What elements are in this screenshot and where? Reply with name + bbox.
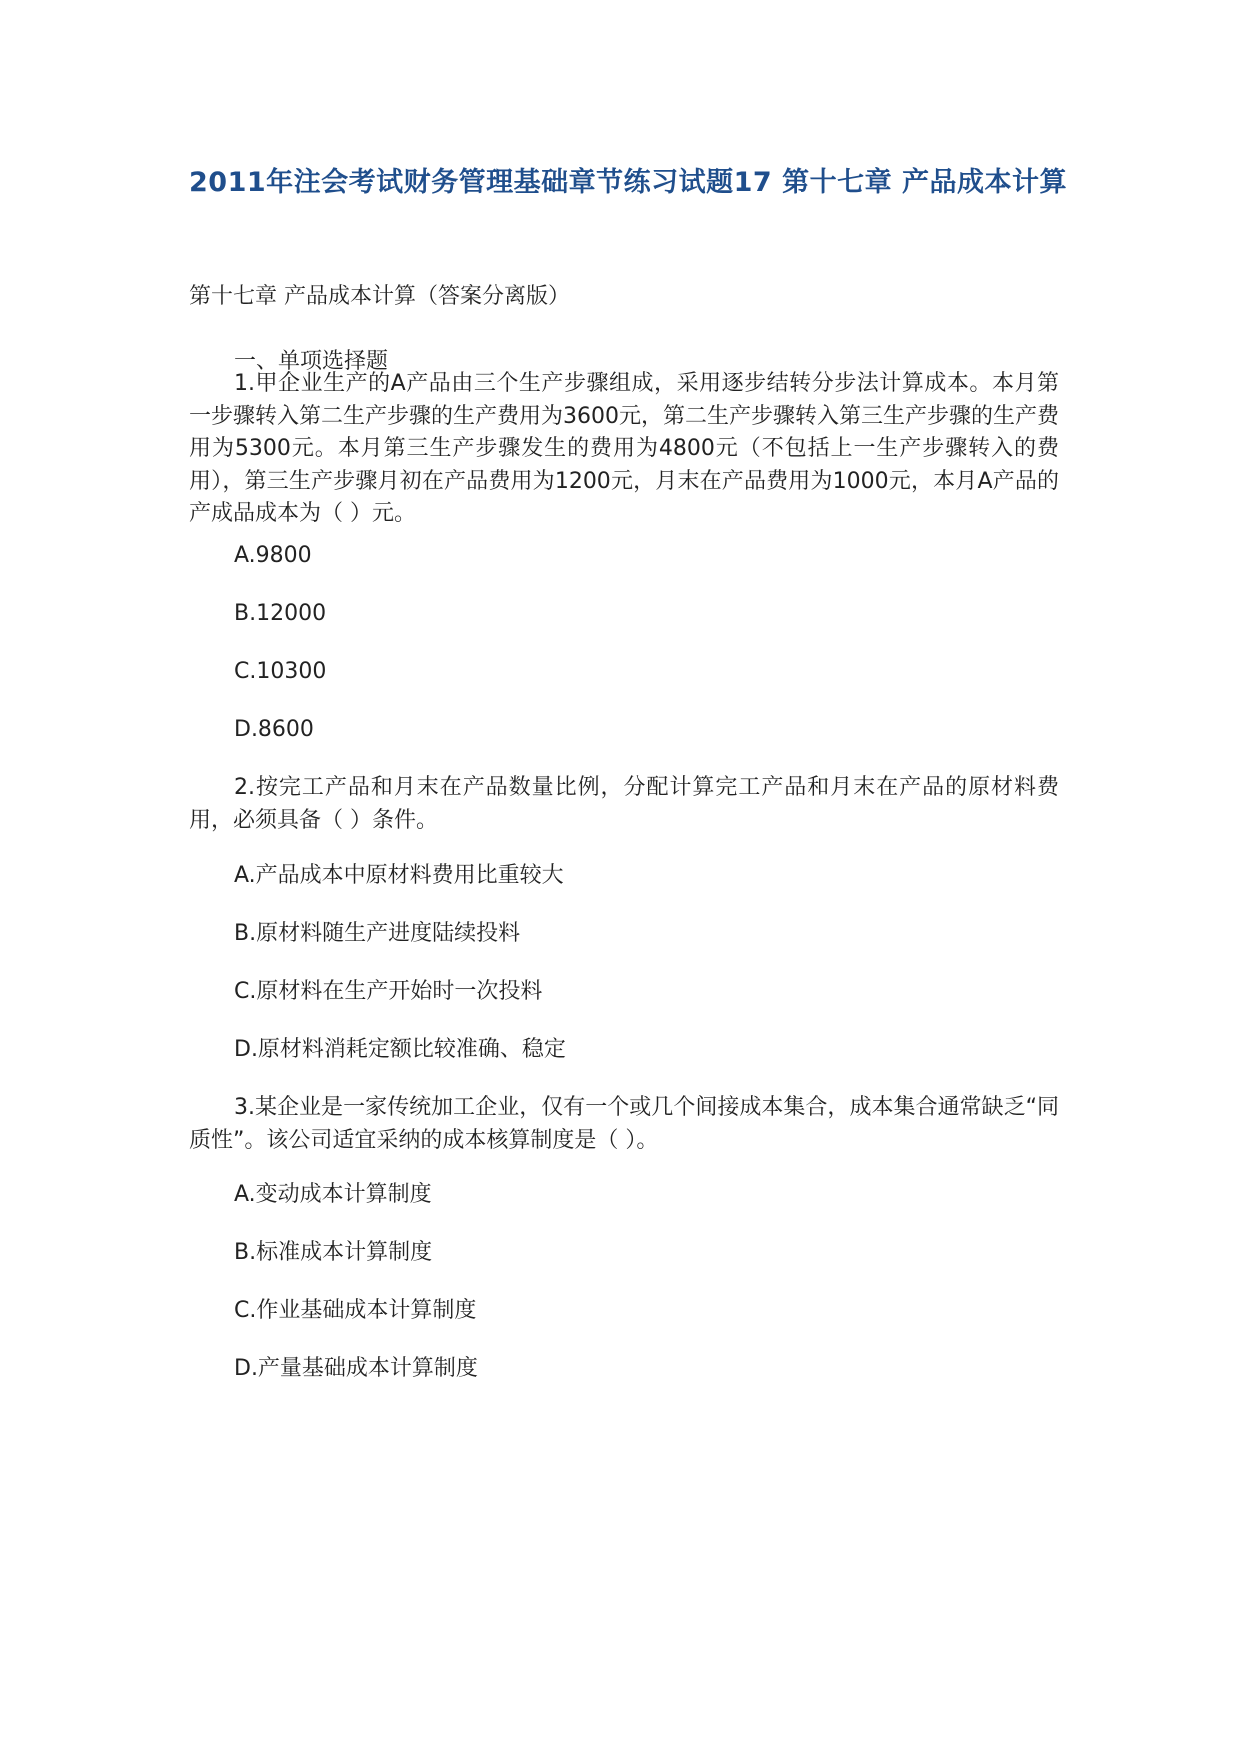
question-2-option-a: A.产品成本中原材料费用比重较大 xyxy=(234,863,564,888)
question-1-option-c: C.10300 xyxy=(234,659,327,684)
question-2-option-b: B.原材料随生产进度陆续投料 xyxy=(234,921,521,946)
document-subtitle: 第十七章 产品成本计算（答案分离版） xyxy=(189,284,570,309)
question-2-stem: 2.按完工产品和月末在产品数量比例，分配计算完工产品和月末在产品的原材料费用，必须具备（ ）条件。 xyxy=(189,775,1059,833)
document-title: 2011年注会考试财务管理基础章节练习试题17 第十七章 产品成本计算 xyxy=(189,167,1068,198)
question-3-option-c: C.作业基础成本计算制度 xyxy=(234,1298,477,1323)
question-1-stem: 1.甲企业生产的A产品由三个生产步骤组成，采用逐步结转分步法计算成本。本月第一步骤转入第二生产步骤的生产费用为3600元，第二生产步骤转入第三生产步骤的生产费用为5300元。本月第三生产步骤发生的费用为4800元（不包括上一生产步骤转入的费用），第三生产步骤月初在产品费用为1200元，月末在产品费用为1000元，本月A产品的产成品成本为（ ）元。 xyxy=(189,371,1059,526)
question-2-option-c: C.原材料在生产开始时一次投料 xyxy=(234,979,543,1004)
question-1-option-a: A.9800 xyxy=(234,543,312,568)
question-3-option-a: A.变动成本计算制度 xyxy=(234,1182,432,1207)
section-heading: 一、单项选择题 xyxy=(234,349,389,374)
question-3-stem: 3.某企业是一家传统加工企业，仅有一个或几个间接成本集合，成本集合通常缺乏“同质性”。该公司适宜采纳的成本核算制度是（ ）。 xyxy=(189,1095,1059,1153)
question-3-option-d: D.产量基础成本计算制度 xyxy=(234,1356,478,1381)
question-1-option-b: B.12000 xyxy=(234,601,327,626)
question-3-option-b: B.标准成本计算制度 xyxy=(234,1240,433,1265)
question-1-option-d: D.8600 xyxy=(234,717,314,742)
question-2-option-d: D.原材料消耗定额比较准确、稳定 xyxy=(234,1037,566,1062)
